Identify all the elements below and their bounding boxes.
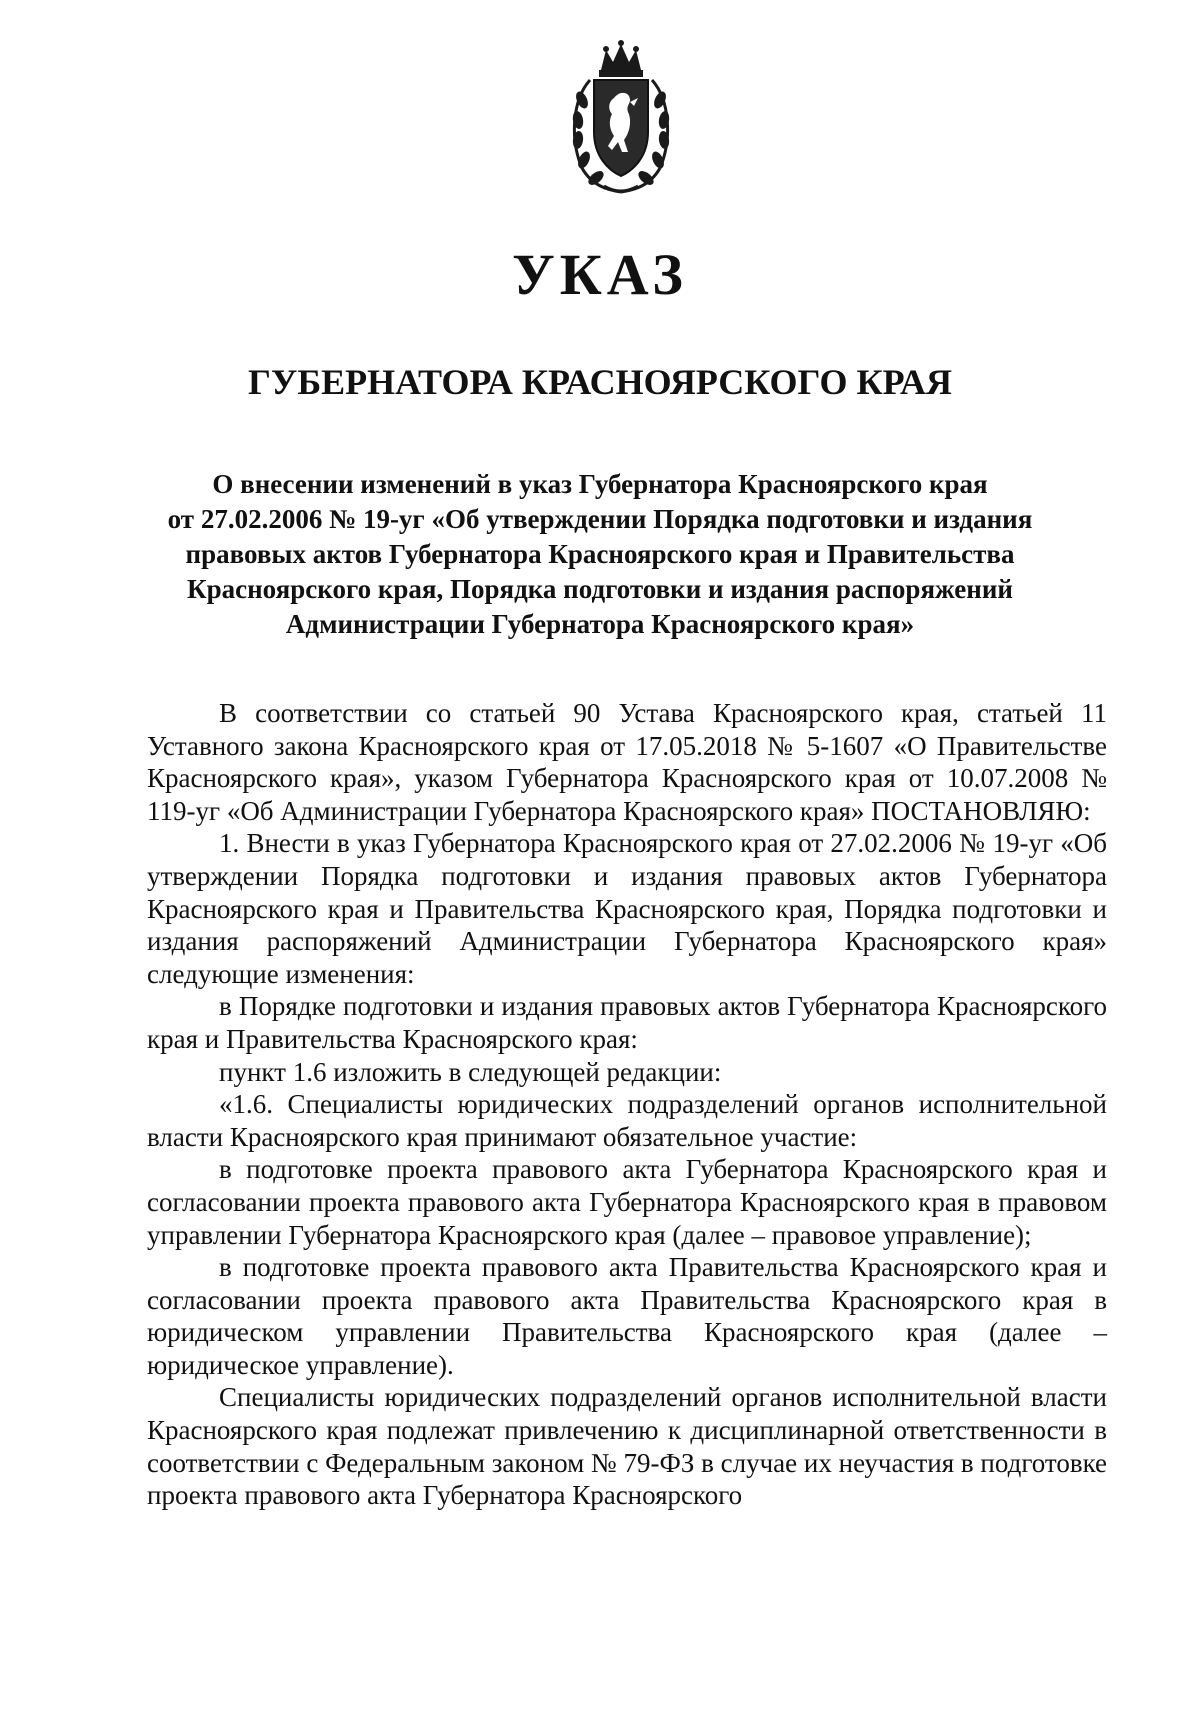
body-paragraph-preamble: В соответствии со статьей 90 Устава Красноярского края, статьей 11 Уставного закона Красноярского края от 17.05.2018 № 5-1607 «О Правительстве Красноярского края», указом Губернатора Красноярского края от 10.07.2008 № 119-уг «Об Администрации Губернатора Красноярского края» ПОСТАНОВЛЯЮ: bbox=[147, 698, 1107, 826]
document-heading bbox=[150, 467, 1050, 642]
heading-line: Администрации Губернатора Красноярского края» bbox=[285, 609, 915, 639]
coat-of-arms-emblem bbox=[568, 40, 674, 198]
document-body bbox=[147, 697, 1107, 1512]
heading-line: от 27.02.2006 № 19-уг «Об утверждении Порядка подготовки и издания bbox=[167, 504, 1033, 534]
body-paragraph: пункт 1.6 изложить в следующей редакции: bbox=[219, 1056, 722, 1087]
body-paragraph: в подготовке проекта правового акта Правительства Красноярского края и согласовании проекта правового акта Правительства Красноярского края в юридическом управлении Правительства Красноярского края (далее – юридическое управление). bbox=[147, 1252, 1107, 1380]
body-paragraph-item-1: 1. Внести в указ Губернатора Красноярского края от 27.02.2006 № 19-уг «Об утверждении Порядка подготовки и издания правовых актов Губернатора Красноярского края и Правительства Красноярского края, Порядка подготовки и издания распоряжений Администрации Губернатора Красноярского края» следующие изменения: bbox=[147, 828, 1107, 989]
body-paragraph: в Порядке подготовки и издания правовых актов Губернатора Красноярского края и Правительства Красноярского края: bbox=[147, 991, 1107, 1054]
body-paragraph: в подготовке проекта правового акта Губернатора Красноярского края и согласовании проекта правового акта Губернатора Красноярского края в правовом управлении Губернатора Красноярского края (далее – правовое управление); bbox=[147, 1154, 1107, 1250]
heading-line: правовых актов Губернатора Красноярского края и Правительства bbox=[185, 539, 1015, 569]
heading-line: О внесении изменений в указ Губернатора Красноярского края bbox=[212, 469, 988, 499]
body-paragraph-clause-1-6: «1.6. Специалисты юридических подразделений органов исполнительной власти Красноярского края принимают обязательное участие: bbox=[147, 1089, 1107, 1152]
document-subtitle: ГУБЕРНАТОРА КРАСНОЯРСКОГО КРАЯ bbox=[248, 362, 952, 402]
body-paragraph: Специалисты юридических подразделений органов исполнительной власти Красноярского края подлежат привлечению к дисциплинарной ответственности в соответствии с Федеральным законом № 79-ФЗ в случае их неучастия в подготовке проекта правового акта Губернатора Красноярского bbox=[147, 1382, 1107, 1511]
document-title: УКАЗ bbox=[512, 242, 688, 307]
heading-line: Красноярского края, Порядка подготовки и издания распоряжений bbox=[187, 574, 1013, 604]
